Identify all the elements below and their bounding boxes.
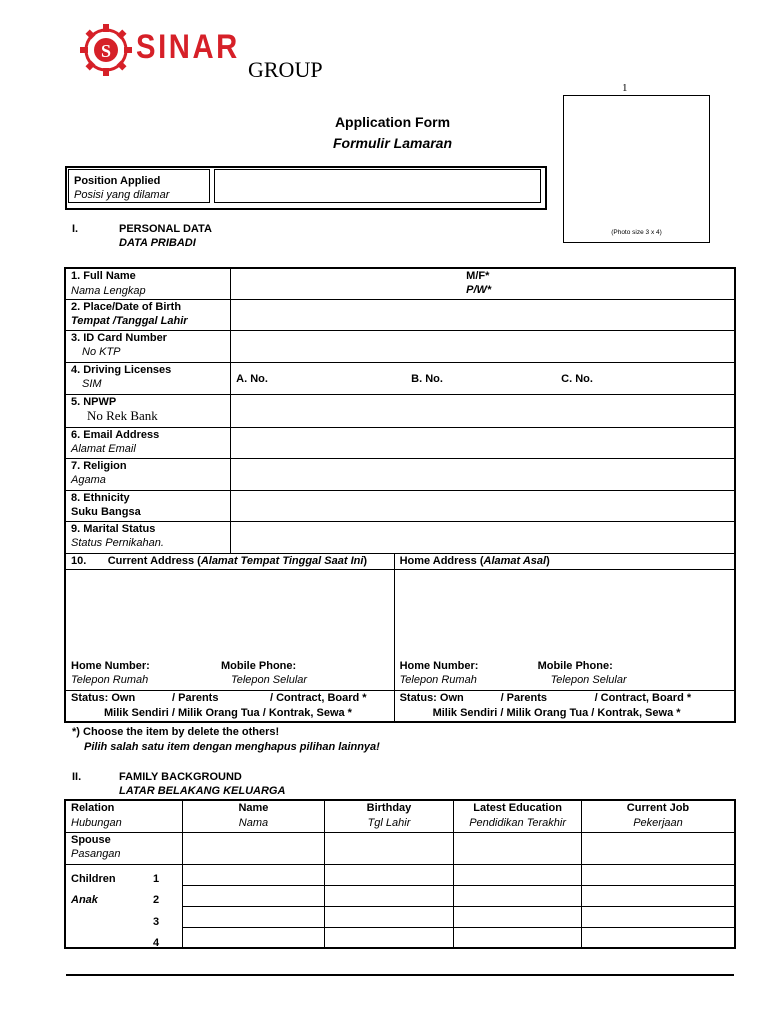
position-label-id: Posisi yang dilamar	[74, 189, 170, 201]
form-title	[300, 112, 485, 154]
child-row-1	[65, 864, 735, 885]
header-job: Current Job Pekerjaan	[581, 800, 735, 832]
child-2-education[interactable]	[454, 885, 582, 906]
form-title-en: Application Form	[334, 114, 451, 130]
spouse-row	[65, 832, 735, 864]
child-number-1: 1	[153, 872, 160, 885]
current-address-status: Status: Own / Parents / Contract, Board * Milik Sendiri / Milik Orang Tua / Kontrak, Sewa *	[65, 690, 394, 722]
position-applied-box	[65, 166, 547, 210]
choice-note-id: Pilih salah satu item dengan menghapus pilihan lainnya!	[84, 741, 380, 753]
section-2-title-id: LATAR BELAKANG KELUARGA	[119, 785, 286, 797]
current-home-number: Home Number: Telepon Rumah	[71, 659, 150, 686]
child-3-name[interactable]	[183, 906, 324, 927]
header-birthday: Birthday Tgl Lahir	[324, 800, 454, 832]
ethnicity-row	[65, 490, 735, 521]
marital-field[interactable]	[231, 521, 735, 553]
ethnicity-label: 8. Ethnicity Suku Bangsa	[65, 490, 231, 521]
spouse-birthday-cell[interactable]	[324, 832, 454, 864]
ethnicity-field[interactable]	[231, 490, 735, 521]
license-c-label: C. No.	[561, 372, 593, 385]
home-mobile-phone: Mobile Phone: Telepon Selular	[537, 659, 627, 686]
home-address-header: Home Address (Alamat Asal)	[394, 553, 735, 569]
spouse-name-cell[interactable]	[183, 832, 324, 864]
section-2-title-en: FAMILY BACKGROUND	[119, 771, 242, 783]
child-4-birthday[interactable]	[324, 927, 454, 948]
id-card-row	[65, 330, 735, 362]
page-bottom-divider	[66, 974, 734, 976]
child-1-name[interactable]	[183, 864, 324, 885]
religion-row	[65, 458, 735, 490]
current-address-field[interactable]	[65, 569, 394, 690]
gender-pw-label: P/W*	[466, 284, 492, 296]
position-label-en: Position Applied	[74, 175, 161, 187]
child-3-job[interactable]	[581, 906, 735, 927]
child-4-name[interactable]	[183, 927, 324, 948]
family-table	[64, 799, 736, 949]
photo-size-note: (Photo size 3 x 4)	[611, 229, 662, 236]
religion-field[interactable]	[231, 458, 735, 490]
child-number-2: 2	[153, 893, 160, 906]
child-1-education[interactable]	[454, 864, 582, 885]
birth-field[interactable]	[231, 299, 735, 330]
page-number: 1	[622, 82, 628, 94]
section-2-heading	[119, 770, 285, 798]
child-4-education[interactable]	[454, 927, 582, 948]
header-education: Latest Education Pendidikan Terakhir	[454, 800, 582, 832]
child-3-birthday[interactable]	[324, 906, 454, 927]
email-field[interactable]	[231, 427, 735, 458]
photo-box[interactable]	[563, 95, 710, 243]
license-b-label: B. No.	[411, 372, 443, 385]
child-2-birthday[interactable]	[324, 885, 454, 906]
header-relation: Relation Hubungan	[65, 800, 183, 832]
child-2-job[interactable]	[581, 885, 735, 906]
section-1-heading	[119, 222, 212, 250]
choice-note-en: *) Choose the item by delete the others!	[72, 726, 280, 738]
email-label: 6. Email Address Alamat Email	[65, 427, 231, 458]
birth-row	[65, 299, 735, 330]
child-4-job[interactable]	[581, 927, 735, 948]
section-1-title-en: PERSONAL DATA	[119, 223, 212, 235]
child-1-job[interactable]	[581, 864, 735, 885]
address-header-row	[65, 553, 735, 569]
current-mobile-phone: Mobile Phone: Telepon Selular	[221, 659, 308, 686]
religion-label: 7. Religion Agama	[65, 458, 231, 490]
email-row	[65, 427, 735, 458]
gear-logo-icon	[78, 22, 134, 78]
npwp-field[interactable]	[231, 394, 735, 427]
address-body-row	[65, 569, 735, 690]
family-header-row	[65, 800, 735, 832]
driving-field[interactable]	[231, 362, 735, 394]
address-status-row	[65, 690, 735, 722]
child-number-3: 3	[153, 915, 160, 928]
position-applied-field[interactable]	[214, 169, 541, 203]
child-1-birthday[interactable]	[324, 864, 454, 885]
header-name: Name Nama	[183, 800, 324, 832]
brand-group: GROUP	[248, 57, 323, 82]
position-applied-label	[68, 169, 210, 203]
current-address-header: 10. Current Address (Alamat Tempat Tinggal Saat Ini)	[65, 553, 394, 569]
spouse-label: Spouse Pasangan	[65, 832, 183, 864]
home-address-status: Status: Own / Parents / Contract, Board * Milik Sendiri / Milik Orang Tua / Kontrak, Sewa *	[394, 690, 735, 722]
marital-label: 9. Marital Status Status Pernikahan.	[65, 521, 231, 553]
full-name-label: 1. Full Name Nama Lengkap	[65, 268, 231, 299]
gender-mf-label: M/F*	[466, 270, 490, 282]
children-label: Children Anak 1 2 3 4	[65, 864, 183, 948]
spouse-job-cell[interactable]	[581, 832, 735, 864]
spouse-education-cell[interactable]	[454, 832, 582, 864]
personal-data-table	[64, 267, 736, 723]
npwp-row	[65, 394, 735, 427]
form-title-id: Formulir Lamaran	[332, 135, 453, 151]
driving-row	[65, 362, 735, 394]
driving-label: 4. Driving Licenses SIM	[65, 362, 231, 394]
home-address-field[interactable]	[394, 569, 735, 690]
id-card-label: 3. ID Card Number No KTP	[65, 330, 231, 362]
section-1-title-id: DATA PRIBADI	[119, 237, 196, 249]
company-logo	[78, 20, 348, 90]
license-a-label: A. No.	[236, 372, 268, 385]
child-3-education[interactable]	[454, 906, 582, 927]
section-1-number: I.	[72, 223, 79, 235]
child-2-name[interactable]	[183, 885, 324, 906]
full-name-row	[65, 268, 735, 299]
section-2-number: II.	[72, 771, 82, 783]
birth-label: 2. Place/Date of Birth Tempat /Tanggal Lahir	[65, 299, 231, 330]
full-name-field[interactable]	[231, 268, 735, 299]
child-number-4: 4	[153, 936, 160, 949]
npwp-label: 5. NPWP No Rek Bank	[65, 394, 231, 427]
id-card-field[interactable]	[231, 330, 735, 362]
marital-row	[65, 521, 735, 553]
svg-text:S: S	[100, 41, 112, 61]
home-home-number: Home Number: Telepon Rumah	[399, 659, 479, 686]
brand-name: SINAR	[136, 28, 240, 66]
